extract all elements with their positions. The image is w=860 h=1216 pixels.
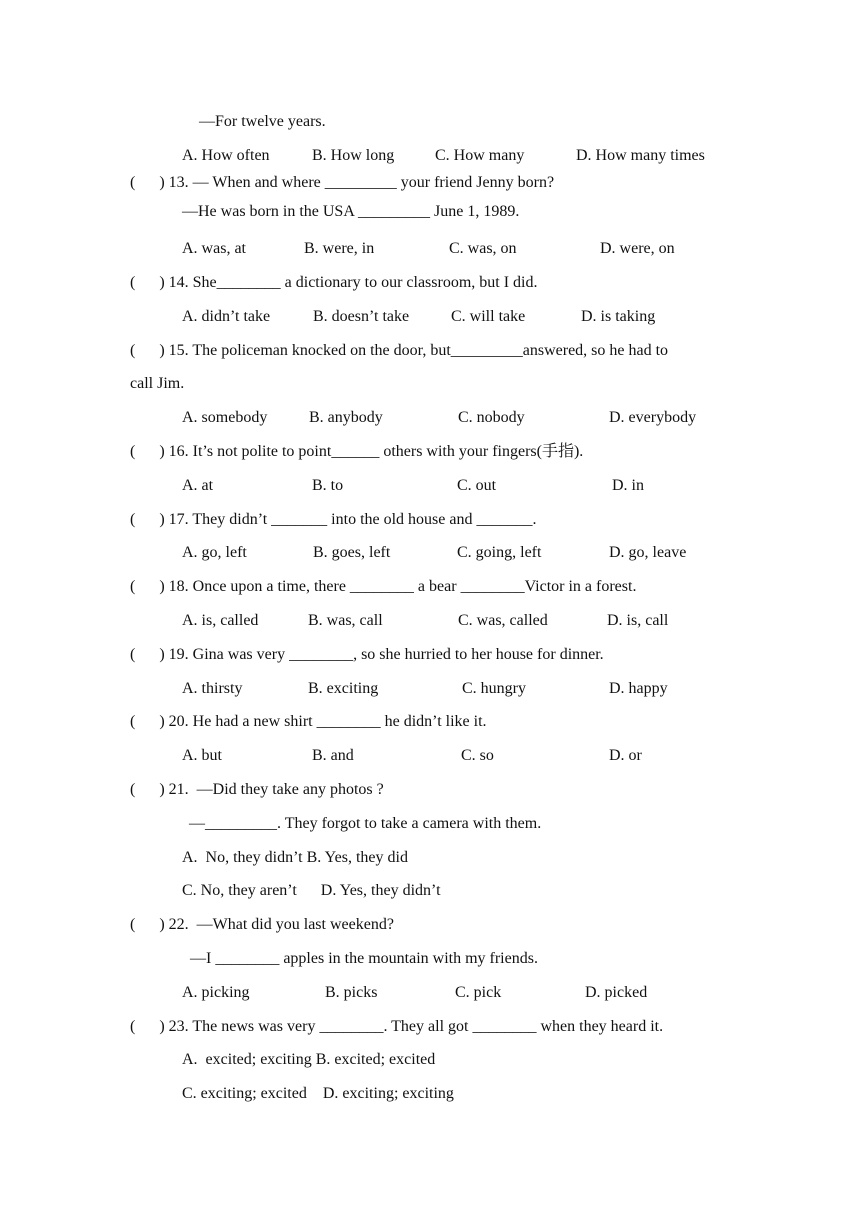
q14-option-a: A. didn’t take	[182, 308, 271, 325]
q20-option-d: D. or	[609, 747, 642, 764]
q22-option-a: A. picking	[182, 984, 250, 1001]
q22-option-c: C. pick	[455, 984, 502, 1001]
q21-stem-line2: —_________. They forgot to take a camera with them.	[189, 815, 542, 832]
q12-option-a: A. How often	[182, 147, 270, 164]
q13-option-a: A. was, at	[182, 240, 246, 257]
q13-option-d: D. were, on	[600, 240, 675, 257]
q13-option-b: B. were, in	[304, 240, 375, 257]
q16-option-d: D. in	[612, 477, 644, 494]
q15-stem-line2: call Jim.	[130, 375, 185, 392]
q16-stem: ( ) 16. It’s not polite to point______ others with your fingers(手指).	[130, 443, 584, 460]
q19-option-b: B. exciting	[308, 680, 379, 697]
q21-options-cd: C. No, they aren’t D. Yes, they didn’t	[182, 882, 441, 899]
q18-option-d: D. is, call	[607, 612, 669, 629]
q21-stem: ( ) 21. —Did they take any photos ?	[130, 781, 384, 798]
q21-options-ab: A. No, they didn’t B. Yes, they did	[182, 849, 408, 866]
q17-option-d: D. go, leave	[609, 544, 687, 561]
q20-option-a: A. but	[182, 747, 222, 764]
q22-option-d: D. picked	[585, 984, 648, 1001]
q12-option-c: C. How many	[435, 147, 525, 164]
q12-option-d: D. How many times	[576, 147, 705, 164]
q16-option-a: A. at	[182, 477, 214, 494]
q14-option-c: C. will take	[451, 308, 526, 325]
q16-option-c: C. out	[457, 477, 497, 494]
q15-option-b: B. anybody	[309, 409, 383, 426]
q19-option-d: D. happy	[609, 680, 668, 697]
q22-stem: ( ) 22. —What did you last weekend?	[130, 916, 394, 933]
q15-option-d: D. everybody	[609, 409, 697, 426]
q18-option-b: B. was, call	[308, 612, 383, 629]
q23-stem: ( ) 23. The news was very ________. They all got ________ when they heard it.	[130, 1018, 664, 1035]
q20-stem: ( ) 20. He had a new shirt ________ he didn’t like it.	[130, 713, 487, 730]
q14-stem: ( ) 14. She________ a dictionary to our classroom, but I did.	[130, 274, 538, 291]
q12-option-b: B. How long	[312, 147, 395, 164]
q17-stem: ( ) 17. They didn’t _______ into the old house and _______.	[130, 511, 537, 528]
q13-option-c: C. was, on	[449, 240, 517, 257]
q18-stem: ( ) 18. Once upon a time, there ________ a bear ________Victor in a forest.	[130, 578, 637, 595]
q19-option-a: A. thirsty	[182, 680, 243, 697]
q20-option-b: B. and	[312, 747, 354, 764]
q14-option-d: D. is taking	[581, 308, 656, 325]
q18-option-a: A. is, called	[182, 612, 259, 629]
q22-option-b: B. picks	[325, 984, 378, 1001]
q20-option-c: C. so	[461, 747, 494, 764]
q19-option-c: C. hungry	[462, 680, 526, 697]
q14-option-b: B. doesn’t take	[313, 308, 410, 325]
q15-option-c: C. nobody	[458, 409, 525, 426]
q17-option-b: B. goes, left	[313, 544, 391, 561]
q13-stem: ( ) 13. — When and where _________ your friend Jenny born?	[130, 174, 555, 191]
q22-stem-line2: —I ________ apples in the mountain with my friends.	[190, 950, 538, 967]
q23-options-ab: A. excited; exciting B. excited; excited	[182, 1051, 436, 1068]
q17-option-a: A. go, left	[182, 544, 247, 561]
q19-stem: ( ) 19. Gina was very ________, so she hurried to her house for dinner.	[130, 646, 604, 663]
q15-option-a: A. somebody	[182, 409, 268, 426]
q12-answer-line: —For twelve years.	[199, 113, 326, 130]
q15-stem: ( ) 15. The policeman knocked on the door, but_________answered, so he had to	[130, 342, 669, 359]
q17-option-c: C. going, left	[457, 544, 542, 561]
q16-option-b: B. to	[312, 477, 344, 494]
q13-stem-line2: —He was born in the USA _________ June 1, 1989.	[182, 203, 520, 220]
q18-option-c: C. was, called	[458, 612, 548, 629]
q23-options-cd: C. exciting; excited D. exciting; exciting	[182, 1085, 454, 1102]
